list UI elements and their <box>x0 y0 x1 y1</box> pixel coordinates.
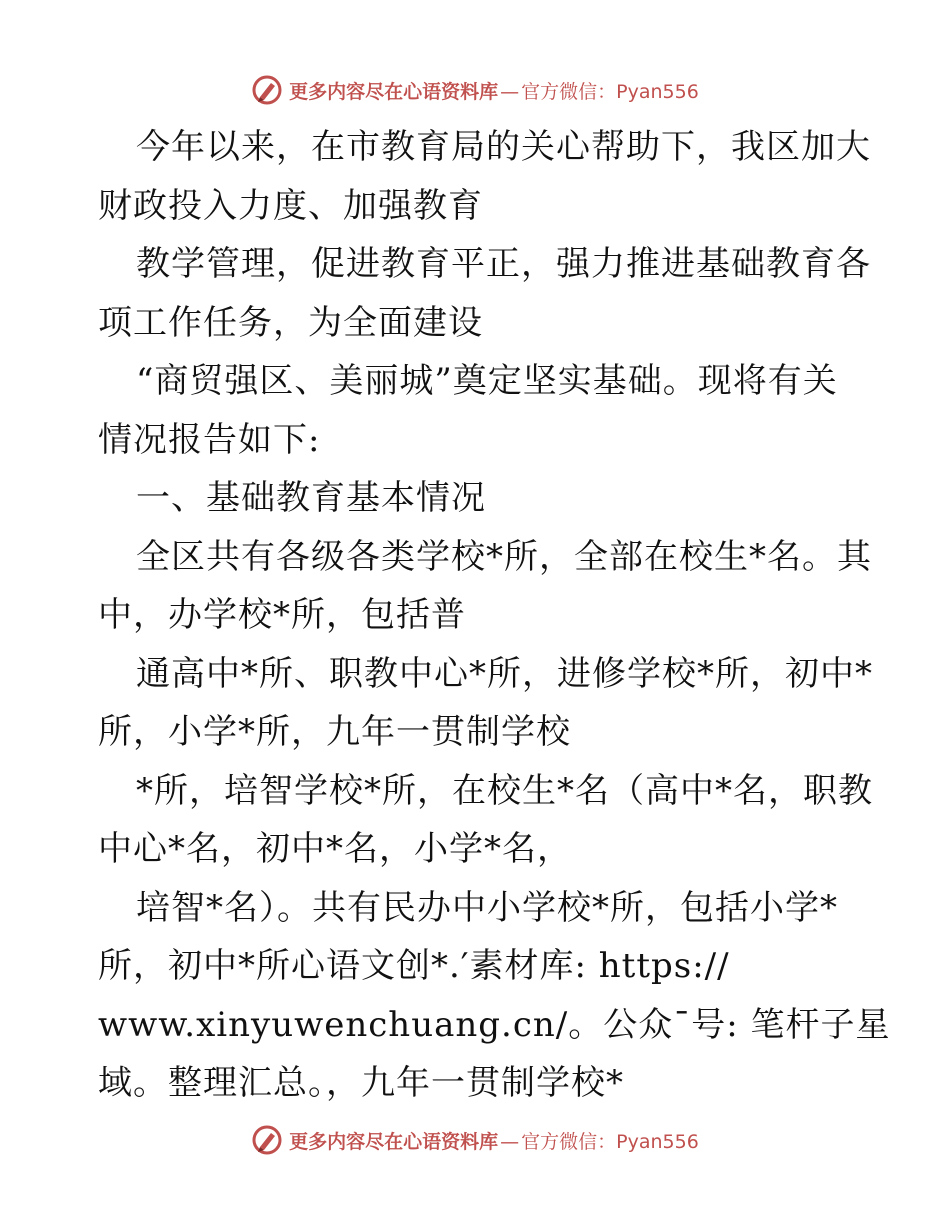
paragraph-line: www.xinyuwenchuang.cn/。公众¯号: 笔杆子星 <box>98 1004 891 1045</box>
header-banner-account: 官方微信：Pyan556 <box>521 80 699 103</box>
footer-banner-title: 更多内容尽在心语资料库 <box>289 1130 499 1153</box>
paragraph-line: 中，办学校*所，包括普 <box>98 595 466 635</box>
paragraph-line: 全区共有各级各类学校*所，全部在校生*名。其 <box>136 536 872 577</box>
footer-banner-separator: — <box>500 1130 520 1153</box>
footer-banner-account: 官方微信：Pyan556 <box>521 1130 699 1153</box>
document-body <box>98 118 891 1113</box>
paragraph-line: 今年以来，在市教育局的关心帮助下，我区加大 <box>136 127 871 167</box>
paragraph-line: 所，小学*所，九年一贯制学校 <box>98 712 571 752</box>
paragraph-line: 中心*名，初中*名，小学*名， <box>98 829 572 869</box>
paragraph-line: 情况报告如下: <box>98 419 321 460</box>
header-banner-text <box>289 77 699 104</box>
paragraph-line: *所，培智学校*所，在校生*名（高中*名，职教 <box>136 770 873 811</box>
header-banner-title: 更多内容尽在心语资料库 <box>289 80 499 103</box>
footer-banner <box>0 1120 950 1160</box>
paragraph-line: 项工作任务，为全面建设 <box>98 302 483 343</box>
header-banner <box>0 70 950 110</box>
paragraph-line: 培智*名）。共有民办中小学校*所，包括小学* <box>136 887 838 928</box>
paragraph-line: 教学管理，促进教育平正，强力推进基础教育各 <box>136 244 871 284</box>
paragraph-line: 所，初中*所心语文创*.′素材库: https:// <box>98 946 730 986</box>
footer-banner-text <box>289 1127 699 1154</box>
section-heading: 一、基础教育基本情况 <box>136 478 486 518</box>
paragraph-line: “商贸强区、美丽城”奠定坚实基础。现将有关 <box>136 361 838 401</box>
pen-circle-icon <box>251 74 283 106</box>
paragraph-line: 通高中*所、职教中心*所，进修学校*所，初中* <box>136 653 873 694</box>
header-banner-separator: — <box>500 80 520 103</box>
pen-circle-icon <box>251 1124 283 1156</box>
paragraph-line: 域。整理汇总。，九年一贯制学校* <box>98 1063 624 1103</box>
paragraph-line: 财政投入力度、加强教育 <box>98 185 483 226</box>
